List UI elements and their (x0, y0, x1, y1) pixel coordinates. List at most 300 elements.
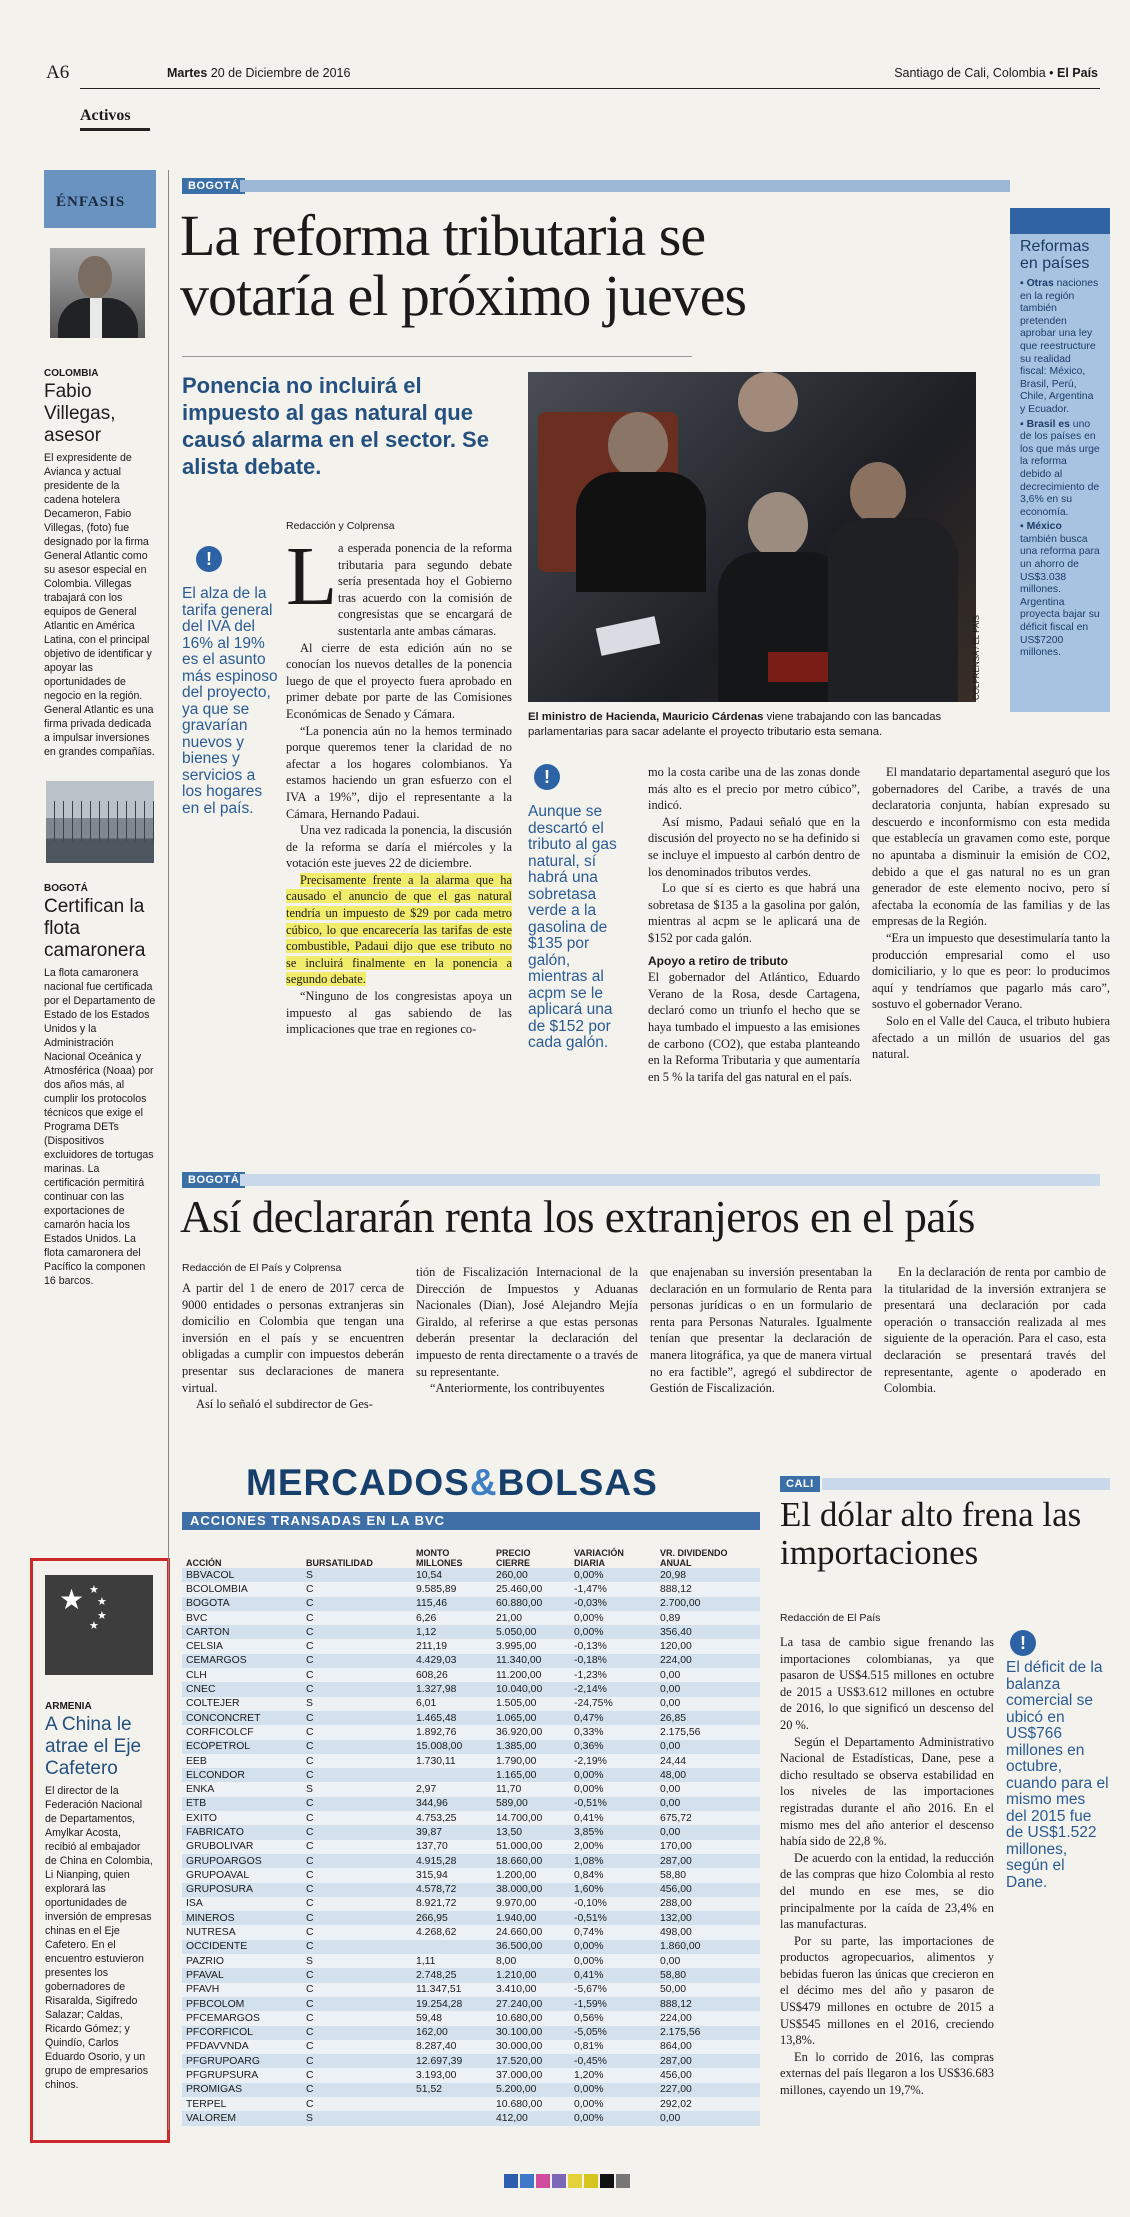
cell-monto: 10,54 (412, 1568, 492, 1582)
cell-bursatilidad: S (302, 1568, 412, 1582)
cell-variacion: -2,14% (570, 1682, 656, 1696)
story1-c3-p2: “Era un impuesto que desestimularía tanto la producción empresarial como el uso domiciliario, y lo que es peor: lo producimos aquí y tendríamos que pagarlo más caro”, sostuvo el gobernador Verano. (872, 930, 1110, 1012)
swatch (520, 2174, 534, 2188)
header-day: Martes (167, 66, 208, 80)
cell-variacion: -1,47% (570, 1582, 656, 1596)
cell-monto: 4.578,72 (412, 1883, 492, 1897)
bvc-table-wrap (182, 1534, 760, 2126)
table-row (182, 1697, 760, 1711)
story1-p3: “La ponencia aún no la hemos terminado porque queremos tener la claridad de no afectar a los hogares colombianos. Ya estamos haciendo un gran esfuerzo con el IVA a 19%”, dijo el representante a la Cámara, Hernando Padaui. (286, 723, 512, 821)
cell-accion: CONCONCRET (182, 1711, 302, 1725)
table-row (182, 1768, 760, 1782)
cell-accion: CELSIA (182, 1639, 302, 1653)
col-dividendo: VR. DIVIDENDO ANUAL (660, 1548, 728, 1568)
reformas-item-bold: Brasil es (1026, 418, 1070, 430)
cell-bursatilidad: C (302, 1740, 412, 1754)
header-location: Santiago de Cali, Colombia • (894, 66, 1054, 80)
cell-variacion: 0,00% (570, 1568, 656, 1582)
cell-dividendo: 170,00 (656, 1840, 760, 1854)
cell-dividendo: 456,00 (656, 1883, 760, 1897)
cell-monto: 211,19 (412, 1639, 492, 1653)
cell-bursatilidad: C (302, 1768, 412, 1782)
cell-monto: 4.268,62 (412, 1925, 492, 1939)
cell-variacion: 0,41% (570, 1811, 656, 1825)
harbor-photo (46, 781, 154, 863)
cell-bursatilidad: S (302, 1954, 412, 1968)
cell-precio: 60.880,00 (492, 1597, 570, 1611)
photo-head (78, 256, 112, 298)
cell-bursatilidad: C (302, 1654, 412, 1668)
story1-byline: Redacción y Colprensa (286, 520, 395, 532)
cell-dividendo: 132,00 (656, 1911, 760, 1925)
story2-col4 (884, 1264, 1106, 1397)
cell-bursatilidad: C (302, 2083, 412, 2097)
story3-col (780, 1634, 994, 2099)
table-row (182, 2068, 760, 2082)
cell-monto: 15.008,00 (412, 1740, 492, 1754)
enfasis-box (44, 170, 156, 228)
story1-subhead: Apoyo a retiro de tributo (648, 953, 789, 968)
cell-variacion: -0,51% (570, 1797, 656, 1811)
story2-c2: tión de Fiscalización Internacional de la Dirección de Impuestos y Aduanas Nacionales (Dian), José Alejandro Mejía Giraldo, al referirse a que estas personas deberán presentar la declaración del impuesto de renta directamente o a través de su representante. (416, 1265, 638, 1379)
table-row (182, 1639, 760, 1653)
table-row (182, 1811, 760, 1825)
cell-dividendo: 24,44 (656, 1754, 760, 1768)
cell-monto: 115,46 (412, 1597, 492, 1611)
story2-c1b: Así lo señaló el subdirector de Ges- (196, 1397, 373, 1412)
story1-c3-p1: El mandatario departamental aseguró que los gobernadores del Caribe, a través de una declaratoria conjunta, habían expresado su descuerdo e inconformismo con esta medida que establecía un gravamen como este, porque no apuntaba a disminuir la emisión de CO2, debido a que el gas natural no es un gran generador de este elemento nocivo, pero sí afectaba la economía de las familias y de las empresas de la Región. (872, 765, 1110, 929)
cell-variacion: 0,56% (570, 2011, 656, 2025)
story1-tag: BOGOTÁ (182, 178, 245, 194)
cell-accion: FABRICATO (182, 1825, 302, 1839)
reformas-item-text: uno de los países en los que más urge la reforma debido al decrecimiento de 3,6% en su economía. (1020, 418, 1100, 518)
story3-p4: Por su parte, las importaciones de productos agropecuarios, alimentos y bebidas fueron las únicas que crecieron en el décimo mes del año y pasaron de US$479 millones en octubre de 2015 a US$545 millones en el 2016, creciendo 13,8%. (780, 1933, 994, 2048)
story2-col1 (182, 1280, 404, 1413)
story3-tag: CALI (780, 1476, 820, 1492)
cell-precio: 412,00 (492, 2111, 570, 2125)
cell-bursatilidad: C (302, 1611, 412, 1625)
cell-variacion: -5,67% (570, 1983, 656, 1997)
story3-byline: Redacción de El País (780, 1612, 881, 1624)
alert-icon: ! (534, 764, 560, 790)
cell-variacion: -0,18% (570, 1654, 656, 1668)
flag-star-icon: ★ (59, 1585, 85, 1616)
reformas-title: Reformas en países (1020, 238, 1090, 272)
cell-variacion: -1,23% (570, 1668, 656, 1682)
cell-accion: EXITO (182, 1811, 302, 1825)
cell-monto: 4.915,28 (412, 1854, 492, 1868)
cell-precio: 36.920,00 (492, 1725, 570, 1739)
cell-dividendo: 0,00 (656, 1954, 760, 1968)
cell-precio: 18.660,00 (492, 1854, 570, 1868)
story1-p5 (286, 872, 512, 988)
cell-bursatilidad: S (302, 2111, 412, 2125)
story2-tag: BOGOTÁ (182, 1172, 245, 1188)
alert-icon: ! (196, 546, 222, 572)
cell-accion: CLH (182, 1668, 302, 1682)
story1-lead: a esperada ponencia de la reforma tributaria para segundo debate sería presentada hoy el Gobierno tras acuerdo con la comisión de congresistas que se encargará de sustentarla ante ambas cámaras. (338, 541, 512, 638)
col-accion: ACCIÓN (186, 1558, 222, 1568)
cell-precio: 9.970,00 (492, 1897, 570, 1911)
cell-precio: 51.000,00 (492, 1840, 570, 1854)
cell-monto: 59,48 (412, 2011, 492, 2025)
cell-bursatilidad: C (302, 1883, 412, 1897)
cell-dividendo: 0,00 (656, 1668, 760, 1682)
reformas-item-0: ▪ Otras naciones en la región también pretenden aprobar una ley que reestructure su realidad fiscal: México, Brasil, Perú, Chile, Argentina y Ecuador. (1020, 278, 1099, 415)
cell-dividendo: 0,00 (656, 1697, 760, 1711)
cell-dividendo: 864,00 (656, 2040, 760, 2054)
cell-accion: COLTEJER (182, 1697, 302, 1711)
cell-precio: 3.995,00 (492, 1639, 570, 1653)
cell-precio: 260,00 (492, 1568, 570, 1582)
cell-accion: PFGRUPOARG (182, 2054, 302, 2068)
story2-tagline (240, 1174, 1100, 1186)
table-row (182, 1597, 760, 1611)
cell-accion: GRUPOAVAL (182, 1868, 302, 1882)
photo-caption (528, 710, 978, 740)
cell-monto: 1,11 (412, 1954, 492, 1968)
cell-bursatilidad: C (302, 1754, 412, 1768)
story2-byline: Redacción de El País y Colprensa (182, 1262, 342, 1274)
sidebar-body-3: El director de la Federación Nacional de Departamentos, Amylkar Acosta, recibió al embajador de China en Colombia, Li Nianping, quien explorará las oportunidades de inversión de empresas chinas en el Eje Cafetero. En el encuentro estuvieron presentes los gobernadores de Risaralda, Sigifredo Salazar; Caldas, Ricardo Gómez; y Quindío, Carlos Eduardo Osorio, y un grupo de empresarios chinos. (45, 1785, 153, 2091)
cell-dividendo: 0,00 (656, 1797, 760, 1811)
cell-accion: ETB (182, 1797, 302, 1811)
col-variacion: VARIACIÓN DIARIA (574, 1548, 624, 1568)
cell-monto: 162,00 (412, 2026, 492, 2040)
photo-masts (46, 801, 154, 841)
swatch (504, 2174, 518, 2188)
photo-credit: COLPRENSA / EL PAÍS (972, 615, 981, 700)
cell-dividendo: 2.175,56 (656, 1725, 760, 1739)
cell-variacion: -0,45% (570, 2054, 656, 2068)
table-row (182, 1968, 760, 1982)
cell-accion: BCOLOMBIA (182, 1582, 302, 1596)
cell-variacion: -24,75% (570, 1697, 656, 1711)
cell-bursatilidad: C (302, 1582, 412, 1596)
reformas-item-bold: Otras (1026, 278, 1054, 289)
cell-dividendo: 0,00 (656, 2111, 760, 2125)
story2-headline: Así declararán renta los extranjeros en el país (180, 1192, 975, 1242)
cell-dividendo: 356,40 (656, 1625, 760, 1639)
cell-accion: BOGOTA (182, 1597, 302, 1611)
story1-col3 (872, 764, 1110, 1063)
cell-bursatilidad: C (302, 1983, 412, 1997)
cell-bursatilidad: C (302, 1639, 412, 1653)
page-number: A6 (46, 62, 70, 83)
cell-precio: 589,00 (492, 1797, 570, 1811)
cell-accion: EEB (182, 1754, 302, 1768)
cell-variacion: 0,81% (570, 2040, 656, 2054)
cell-accion: BBVACOL (182, 1568, 302, 1582)
header-place (894, 66, 1098, 80)
cell-dividendo: 675,72 (656, 1811, 760, 1825)
cell-dividendo: 0,00 (656, 1782, 760, 1796)
flag-star-small-icon: ★ (89, 1620, 99, 1632)
cell-precio: 1.165,00 (492, 1768, 570, 1782)
cell-precio: 1.200,00 (492, 1868, 570, 1882)
header-paper: El País (1057, 66, 1098, 80)
cell-variacion: 0,00% (570, 1768, 656, 1782)
cell-dividendo: 0,00 (656, 1825, 760, 1839)
cell-variacion: -5,05% (570, 2026, 656, 2040)
mercados-title-amp: & (469, 1462, 498, 1503)
table-row (182, 1997, 760, 2011)
cell-accion: CEMARGOS (182, 1654, 302, 1668)
alert-icon: ! (1010, 1630, 1036, 1656)
story2-col3 (650, 1264, 872, 1397)
cell-bursatilidad: C (302, 1725, 412, 1739)
cell-precio: 11.200,00 (492, 1668, 570, 1682)
cell-monto: 608,26 (412, 1668, 492, 1682)
flag-star-small-icon: ★ (97, 1610, 107, 1622)
table-row (182, 1868, 760, 1882)
cell-monto: 1,12 (412, 1625, 492, 1639)
china-box (30, 1558, 170, 2143)
cell-bursatilidad: C (302, 1825, 412, 1839)
cell-variacion: 0,00% (570, 2097, 656, 2111)
cell-bursatilidad: C (302, 1940, 412, 1954)
cell-variacion: 0,00% (570, 1782, 656, 1796)
story1-col1 (286, 530, 512, 1038)
sidebar-body-2: La flota camaronera nacional fue certificada por el Departamento de Estado de los Estados Unidos y la Administración Nacional Oceánica y Atmosférica (Noaa) por dos años más, al cumplir los protocolos técnicos que exige el Programa DETs (Dispositivos excluidores de tortugas marinas. La certificación permitirá continuar con las exportaciones de camarón hacia los Estados Unidos. La flota camaronera del Pacífico la componen 16 barcos. (44, 967, 156, 1287)
story2-c3: que enajenaban su inversión presentaban la declaración en un formulario de Renta para personas jurídicas o en un formulario de renta para Personas Naturales. Igualmente tenían que presentar la declaración de manera litográfica, ya que de manera virtual no era factible”, agregó el subdirector de Gestión de Fiscalización. (650, 1265, 872, 1396)
cell-bursatilidad: C (302, 2026, 412, 2040)
reformas-box (1010, 208, 1110, 712)
cell-monto: 1.327,98 (412, 1682, 492, 1696)
table-row (182, 1725, 760, 1739)
cell-variacion: 0,74% (570, 1925, 656, 1939)
cell-bursatilidad: C (302, 2011, 412, 2025)
sidebar-kicker-1: COLOMBIA (44, 368, 99, 379)
cell-monto (412, 2111, 492, 2125)
story2-c2b: “Anteriormente, los contribuyentes (430, 1381, 605, 1396)
cell-variacion: 3,85% (570, 1825, 656, 1839)
cell-variacion: 1,60% (570, 1883, 656, 1897)
cell-bursatilidad: C (302, 1854, 412, 1868)
photo-caption-text: viene trabajando con las bancadas parlamentarias para sacar adelante el proyecto tributario esta semana. (528, 711, 942, 738)
cell-accion: PFAVH (182, 1983, 302, 1997)
cell-dividendo: 227,00 (656, 2083, 760, 2097)
cell-bursatilidad: C (302, 1925, 412, 1939)
cell-monto: 51,52 (412, 2083, 492, 2097)
sidebar-kicker-3: ARMENIA (45, 1701, 92, 1712)
table-row (182, 1925, 760, 1939)
cell-precio: 14.700,00 (492, 1811, 570, 1825)
cell-precio: 5.200,00 (492, 2083, 570, 2097)
story1-p6: “Ninguno de los congresistas apoya un impuesto al gas sabiendo de las implicaciones que trae en regiones co- (286, 989, 512, 1037)
enfasis-label: ÉNFASIS (56, 194, 126, 210)
cell-precio: 1.790,00 (492, 1754, 570, 1768)
flag-star-small-icon: ★ (97, 1596, 107, 1608)
cell-monto: 6,01 (412, 1697, 492, 1711)
swatch (536, 2174, 550, 2188)
cell-accion: ELCONDOR (182, 1768, 302, 1782)
cell-bursatilidad: S (302, 1697, 412, 1711)
story1-dropcap: L (286, 530, 338, 623)
reformas-list (1010, 272, 1110, 660)
cell-precio: 24.660,00 (492, 1925, 570, 1939)
cell-variacion: 0,47% (570, 1711, 656, 1725)
story3-p3: De acuerdo con la entidad, la reducción de las compras que hizo Colombia al resto del mundo en ese mes, se dio principalmente por la caída de 23,4% en las manufacturas. (780, 1850, 994, 1932)
cell-variacion: 0,41% (570, 1968, 656, 1982)
cell-accion: VALOREM (182, 2111, 302, 2125)
cell-dividendo: 224,00 (656, 2011, 760, 2025)
story1-col2 (648, 764, 860, 1085)
story1-c2-p2: Así mismo, Padaui señaló que en la discusión del proyecto no se ha definido si se incluye el impuesto al carbón dentro de los denominados tributos verdes. (648, 814, 860, 879)
cell-dividendo: 58,80 (656, 1968, 760, 1982)
sidebar (44, 170, 156, 1288)
table-row (182, 1654, 760, 1668)
cell-precio: 38.000,00 (492, 1883, 570, 1897)
story3-p1: La tasa de cambio sigue frenando las importaciones colombianas, ya que pasaron de US$4.515 millones en octubre de 2015 a US$3.612 millones en octubre de 2016, lo que significó un descenso del 20 %. (780, 1635, 994, 1732)
table-row (182, 1668, 760, 1682)
table-row (182, 1854, 760, 1868)
swatch (600, 2174, 614, 2188)
cell-dividendo: 224,00 (656, 1654, 760, 1668)
swatch (568, 2174, 582, 2188)
story1-tagline (240, 180, 1010, 192)
bvc-table (182, 1534, 760, 2126)
cell-accion: CORFICOLCF (182, 1725, 302, 1739)
story3-p2: Según el Departamento Administrativo Nacional de Estadísticas, Dane, pese a dicho resultado se observa estabilidad en los niveles de las importaciones registradas durante el año 2016. En el mismo mes del año anterior el descenso había sido de 22,8 %. (780, 1734, 994, 1849)
cell-dividendo: 0,89 (656, 1611, 760, 1625)
cell-monto: 8.921,72 (412, 1897, 492, 1911)
table-row (182, 1782, 760, 1796)
cell-precio: 10.680,00 (492, 2011, 570, 2025)
story3-callout: El déficit de la balanza comercial se ubicó en US$766 millones en octubre, cuando para el mismo mes del 2015 fue de US$1.522 millones, según el Dane. (1006, 1659, 1109, 1891)
bvc-header-row (182, 1534, 760, 1568)
cell-precio: 10.040,00 (492, 1682, 570, 1696)
cell-accion: PFCEMARGOS (182, 2011, 302, 2025)
cell-precio: 37.000,00 (492, 2068, 570, 2082)
photo-person (576, 472, 706, 592)
cell-accion: GRUPOARGOS (182, 1854, 302, 1868)
reformas-topbar (1010, 208, 1110, 234)
cell-variacion: 0,00% (570, 1954, 656, 1968)
cell-accion: MINEROS (182, 1911, 302, 1925)
table-row (182, 1754, 760, 1768)
cell-precio: 30.000,00 (492, 2040, 570, 2054)
color-registration-bar (504, 2174, 630, 2188)
cell-bursatilidad: C (302, 1797, 412, 1811)
cell-bursatilidad: C (302, 1811, 412, 1825)
cell-dividendo: 48,00 (656, 1768, 760, 1782)
cell-accion: PFAVAL (182, 1968, 302, 1982)
cell-dividendo: 292,02 (656, 2097, 760, 2111)
cell-precio: 11.340,00 (492, 1654, 570, 1668)
cell-variacion: -0,03% (570, 1597, 656, 1611)
cell-accion: PAZRIO (182, 1954, 302, 1968)
cell-bursatilidad: C (302, 1682, 412, 1696)
cell-dividendo: 20,98 (656, 1568, 760, 1582)
cell-monto: 4.753,25 (412, 1811, 492, 1825)
photo-person (738, 372, 798, 432)
cell-dividendo: 50,00 (656, 1983, 760, 1997)
table-row (182, 1711, 760, 1725)
cell-dividendo: 2.700,00 (656, 1597, 760, 1611)
table-row (182, 2040, 760, 2054)
photo-person (748, 492, 808, 558)
section-rule (80, 128, 150, 131)
story2-col2 (416, 1264, 638, 1397)
table-row (182, 1954, 760, 1968)
cell-dividendo: 288,00 (656, 1897, 760, 1911)
cell-variacion: 0,00% (570, 2111, 656, 2125)
cell-precio: 5.050,00 (492, 1625, 570, 1639)
mercados-subtitle-bar (182, 1512, 760, 1530)
mercados-subtitle: ACCIONES TRANSADAS EN LA BVC (190, 1513, 446, 1528)
cell-monto: 1.892,76 (412, 1725, 492, 1739)
cell-bursatilidad: S (302, 1782, 412, 1796)
story1-headline (180, 203, 990, 328)
cell-monto: 11.347,51 (412, 1983, 492, 1997)
cell-precio: 13,50 (492, 1825, 570, 1839)
table-row (182, 1940, 760, 1954)
table-row (182, 1840, 760, 1854)
cell-bursatilidad: C (302, 2054, 412, 2068)
cell-precio: 11,70 (492, 1782, 570, 1796)
table-row (182, 1740, 760, 1754)
ministers-photo (528, 372, 976, 702)
section-label: Activos (80, 107, 131, 124)
table-row (182, 1682, 760, 1696)
story1-p4: Una vez radicada la ponencia, la discusión de la reforma se daría el miércoles y la votación este jueves 22 de diciembre. (286, 823, 512, 871)
header-rule (80, 88, 1100, 89)
cell-dividendo: 287,00 (656, 1854, 760, 1868)
reformas-item-text: también busca una reforma para un ahorro de US$3.038 millones. Argentina proyecta bajar su déficit fiscal en US$7200 millones. (1020, 533, 1100, 659)
table-row (182, 1897, 760, 1911)
cell-accion: ECOPETROL (182, 1740, 302, 1754)
table-row (182, 1611, 760, 1625)
header-date (167, 66, 350, 80)
cell-bursatilidad: C (302, 1911, 412, 1925)
cell-variacion: 0,84% (570, 1868, 656, 1882)
cell-precio: 1.210,00 (492, 1968, 570, 1982)
cell-monto: 9.585,89 (412, 1582, 492, 1596)
cell-monto: 266,95 (412, 1911, 492, 1925)
cell-variacion: 1,20% (570, 2068, 656, 2082)
photo-shirt (90, 298, 102, 338)
story1-headline-rule (182, 356, 692, 357)
cell-dividendo: 58,80 (656, 1868, 760, 1882)
table-row (182, 2054, 760, 2068)
cell-variacion: 0,00% (570, 1940, 656, 1954)
cell-bursatilidad: C (302, 2068, 412, 2082)
table-row (182, 2111, 760, 2125)
table-row (182, 1825, 760, 1839)
cell-precio: 10.680,00 (492, 2097, 570, 2111)
cell-precio: 25.460,00 (492, 1582, 570, 1596)
swatch (552, 2174, 566, 2188)
photo-caption-bold: El ministro de Hacienda, Mauricio Cárdenas (528, 711, 764, 723)
cell-accion: PROMIGAS (182, 2083, 302, 2097)
story3-p5: En lo corrido de 2016, las compras externas del país llegaron a los US$36.683 millones, cayendo un 19,7%. (780, 2049, 994, 2098)
table-row (182, 1568, 760, 1582)
cell-variacion: 0,00% (570, 2083, 656, 2097)
cell-bursatilidad: C (302, 1840, 412, 1854)
sidebar-title-2: Certifican la flota camaronera (44, 896, 146, 961)
villegas-photo (50, 248, 145, 338)
sidebar-divider (168, 170, 169, 2130)
flag-star-small-icon: ★ (89, 1584, 99, 1596)
cell-bursatilidad: C (302, 1625, 412, 1639)
col-bursatilidad: BURSATILIDAD (306, 1558, 373, 1568)
reformas-item-bold: México (1026, 521, 1062, 533)
cell-precio: 1.385,00 (492, 1740, 570, 1754)
sidebar-kicker-2: BOGOTÁ (44, 883, 88, 894)
sidebar-title-3: A China le atrae el Eje Cafetero (45, 1714, 142, 1779)
cell-variacion: 0,33% (570, 1725, 656, 1739)
